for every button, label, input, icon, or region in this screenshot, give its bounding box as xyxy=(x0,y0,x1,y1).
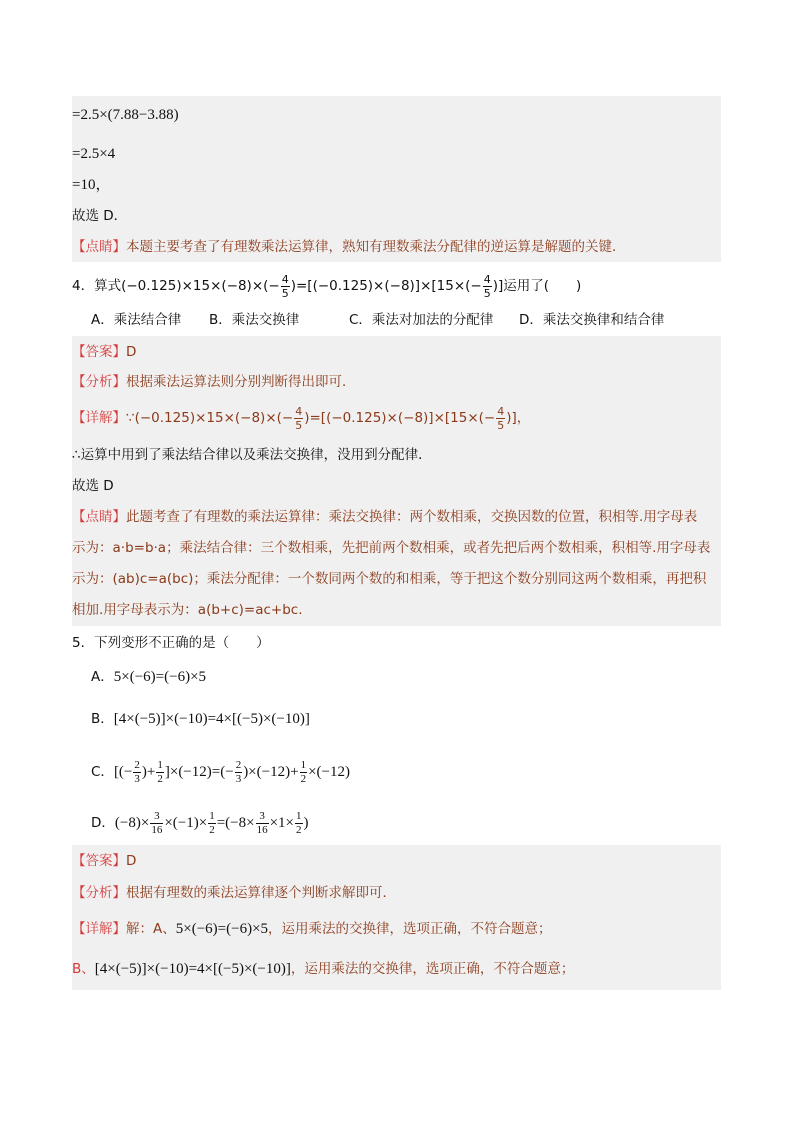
step-line: =2.5×4 xyxy=(72,146,116,162)
option-a[interactable]: A．5×(−6)=(−6)×5 xyxy=(91,669,207,685)
question-5-stem: 5．下列变形不正确的是（ ） xyxy=(72,635,270,651)
analysis-text: 根据乘法运算法则分别判断得出即可． xyxy=(126,374,356,390)
fraction: $\frac{4}{5}$ xyxy=(497,404,505,432)
option-c[interactable]: C．[(− $\frac{2}{3}$ )+ $\frac{1}{2}$ ]×(−12)=(− $\frac{2}{3}$ )×(−12)+ $\frac{1}{2}$ ×(−12) xyxy=(91,759,350,786)
tip-tag: 【点睛】 xyxy=(72,509,126,525)
answer-line xyxy=(72,341,721,363)
analysis-tag: 【分析】 xyxy=(72,885,126,901)
analysis-text: 根据有理数的乘法运算律逐个判断求解即可． xyxy=(126,885,396,901)
detail-line: 【详解】解：A、5×(−6)=(−6)×5，运用乘法的交换律，选项正确，不符合题意； xyxy=(72,921,552,937)
option-d[interactable]: D．(−8)× $\frac{3}{16}$ ×(−1)× $\frac{1}{2}$ =(−8× $\frac{3}{16}$ ×1× $\frac{1}{2}$ ) xyxy=(91,810,309,837)
option-a[interactable]: A．乘法结合律 xyxy=(91,312,182,328)
step-line: =10， xyxy=(72,177,111,193)
detail-tag: 【详解】 xyxy=(72,921,126,937)
fraction: $\frac{4}{5}$ xyxy=(483,272,491,300)
tip-tag: 【点睛】 xyxy=(72,239,126,255)
answer-value: D xyxy=(126,344,137,360)
tip-line: 【点睛】此题考查了有理数的乘法运算律：乘法交换律：两个数相乘，交换因数的位置，积相等.用字母表 xyxy=(72,509,698,525)
answer-tag: 【答案】 xyxy=(72,344,126,360)
step-line: =2.5×(7.88−3.88) xyxy=(72,107,179,123)
tip-line: 示为：(ab)c=a(bc)；乘法分配律：一个数同两个数的和相乘，等于把这个数分别同这两个数相乘，再把积 xyxy=(72,571,707,587)
option-b[interactable]: B．乘法交换律 xyxy=(209,312,300,328)
fraction: $\frac{4}{5}$ xyxy=(295,404,303,432)
tip-line: 示为：a·b=b·a；乘法结合律：三个数相乘，先把前两个数相乘，或者先把后两个数相乘，积相等.用字母表 xyxy=(72,540,711,556)
choose-line: 故选 D xyxy=(72,478,114,494)
question-4-stem: 4．算式(−0.125)×15×(−8)×(− $\frac{4}{5}$ )=[(−0.125)×(−8)]×[15×(− $\frac{4}{5}$ )]运用了( ) xyxy=(72,272,582,300)
choose-line: 故选 D． xyxy=(72,208,128,224)
tip-line: 相加.用字母表示为：a(b+c)=ac+bc. xyxy=(72,602,303,618)
answer-line xyxy=(72,850,721,872)
answer-tag: 【答案】 xyxy=(72,853,126,869)
answer-value: D xyxy=(126,853,137,869)
detail-line: 【详解】∵(−0.125)×15×(−8)×(− $\frac{4}{5}$ )=[(−0.125)×(−8)]×[15×(− $\frac{4}{5}$ )]， xyxy=(72,404,531,432)
question-4-options xyxy=(72,309,721,331)
analysis-line xyxy=(72,371,721,393)
analysis-line xyxy=(72,882,721,904)
fraction: $\frac{4}{5}$ xyxy=(281,272,289,300)
tip-line xyxy=(72,236,721,258)
detail-tag: 【详解】 xyxy=(72,410,126,426)
conclusion-line: ∴运算中用到了乘法结合律以及乘法交换律，没用到分配律． xyxy=(72,447,432,463)
analysis-tag: 【分析】 xyxy=(72,374,126,390)
option-c[interactable]: C．乘法对加法的分配律 xyxy=(349,312,494,328)
option-d[interactable]: D．乘法交换律和结合律 xyxy=(519,312,665,328)
detail-line: B、[4×(−5)]×(−10)=4×[(−5)×(−10)]，运用乘法的交换律，选项正确，不符合题意； xyxy=(72,961,575,977)
option-b[interactable]: B．[4×(−5)]×(−10)=4×[(−5)×(−10)] xyxy=(91,711,310,727)
tip-text: 本题主要考查了有理数乘法运算律，熟知有理数乘法分配律的逆运算是解题的关键． xyxy=(126,239,626,255)
